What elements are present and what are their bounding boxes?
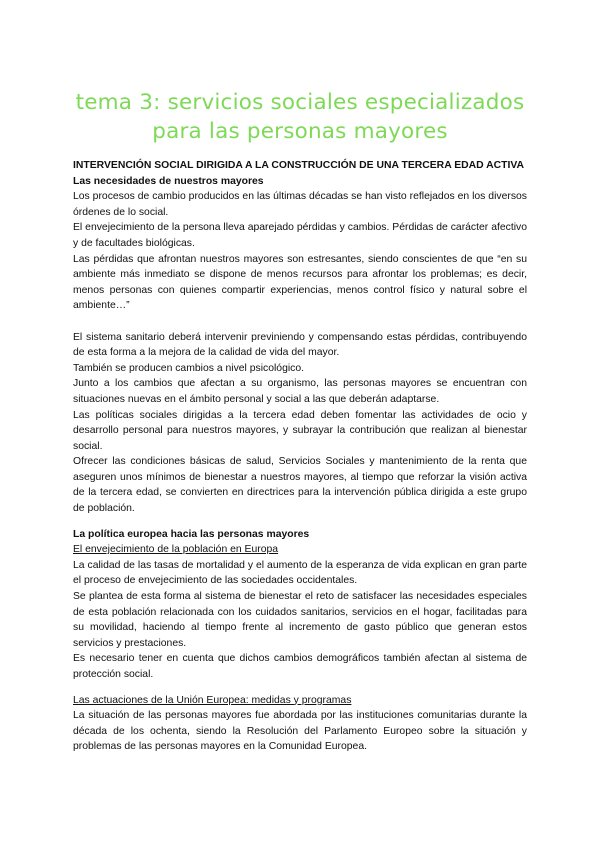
subsection-title: El envejecimiento de la población en Europa	[73, 544, 279, 556]
paragraph: Los procesos de cambio producidos en las últimas décadas se han visto reflejados en los diversos órdenes de lo social.	[73, 191, 527, 218]
paragraph: Se plantea de esta forma al sistema de bienestar el reto de satisfacer las necesidades especiales de esta población relacionada con los cuidados sanitarios, servicios en el hogar, facilitadas para su movilidad, haciendo al tiempo frente al incremento de gasto público que generan estos servicios y prestaciones.	[73, 591, 527, 649]
page-title	[0, 88, 600, 146]
paragraph: Junto a los cambios que afectan a su organismo, las personas mayores se encuentran con situaciones nuevas en el ámbito personal y social a las que deberán adaptarse.	[73, 378, 527, 405]
paragraph: El sistema sanitario deberá intervenir previniendo y compensando estas pérdidas, contribuyendo de esta forma a la mejora de la calidad de vida del mayor.	[73, 331, 527, 359]
subsection-title: Las actuaciones de la Unión Europea: medidas y programas	[73, 694, 352, 706]
paragraph: Las pérdidas que afrontan nuestros mayores son estresantes, siendo conscientes de que “en su ambiente más inmediato se dispone de menos recursos para afrontar los problemas; es decir, menos personas con quienes compartir experiencias, menos control físico y natural sobre el ambiente…”	[73, 253, 527, 312]
title-line-2: para las personas mayores	[152, 119, 448, 144]
subsection-heading: Las necesidades de nuestros mayores	[73, 175, 264, 187]
paragraph: Las políticas sociales dirigidas a la tercera edad deben fomentar las actividades de ocio y desarrollo personal para nuestros mayores, y subrayar la contribución que realizan al bienestar social.	[73, 409, 527, 452]
paragraph: La calidad de las tasas de mortalidad y el aumento de la esperanza de vida explican en gran parte el proceso de envejecimiento de las sociedades occidentales.	[73, 559, 527, 587]
paragraph: Es necesario tener en cuenta que dichos cambios demográficos también afectan al sistema de protección social.	[73, 653, 527, 680]
paragraph: La situación de las personas mayores fue abordada por las instituciones comunitarias durante la década de los ochenta, siendo la Resolución del Parlamento Europeo sobre la situación y problemas de las personas mayores en la Comunidad Europea.	[73, 710, 527, 753]
title-line-1: tema 3: servicios sociales especializados	[75, 90, 525, 115]
section-heading: La política europea hacia las personas mayores	[73, 528, 310, 540]
document-body	[73, 158, 527, 755]
section-heading: INTERVENCIÓN SOCIAL DIRIGIDA A LA CONSTRUCCIÓN DE UNA TERCERA EDAD ACTIVA	[73, 160, 525, 171]
paragraph: También se producen cambios a nivel psicológico.	[73, 362, 305, 374]
paragraph: Ofrecer las condiciones básicas de salud, Servicios Sociales y mantenimiento de la renta que aseguren unos mínimos de bienestar a nuestros mayores, al tiempo que reforzar la visión activa de la tercera edad, se convierten en directrices para la intervención pública dirigida a este grupo de población.	[73, 456, 527, 515]
paragraph: El envejecimiento de la persona lleva aparejado pérdidas y cambios. Pérdidas de carácter afectivo y de facultades biológicas.	[73, 222, 527, 249]
